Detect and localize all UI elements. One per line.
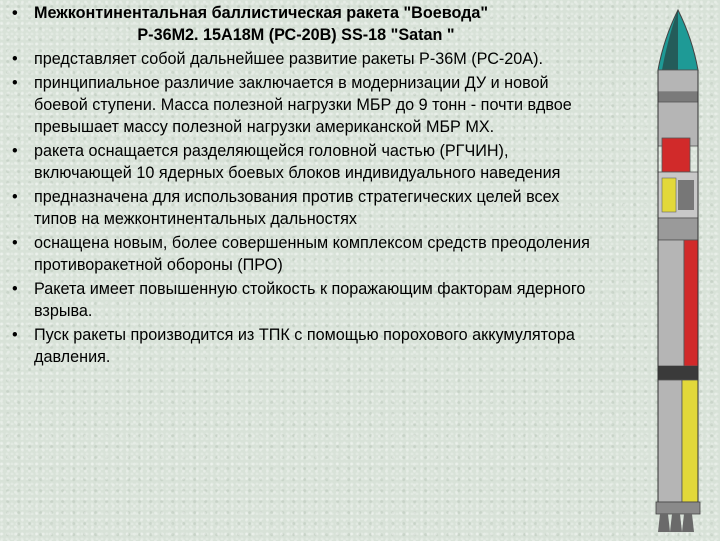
- engine-detail: [678, 180, 694, 210]
- bullet-item: [6, 186, 606, 230]
- rocket-drawing: [640, 8, 716, 536]
- bullet-text: Пуск ракеты производится из ТПК с помощью порохового аккумулятора давления.: [34, 326, 575, 366]
- bullet-item: [6, 324, 606, 368]
- yellow-tank-small: [662, 178, 676, 212]
- bullet-item: [6, 278, 606, 322]
- engine-nozzle: [658, 514, 670, 532]
- stage-one-gray: [658, 380, 682, 502]
- red-section-stage-two: [684, 240, 698, 366]
- engine-nozzle: [682, 514, 694, 532]
- stage-two-gray: [658, 240, 684, 366]
- nose-cone-shadow: [662, 10, 678, 70]
- title-line-1: Межконтинентальная баллистическая ракета "Воевода": [34, 4, 489, 22]
- bullet-marker: •: [12, 280, 18, 298]
- bullet-text: принципиальное различие заключается в модернизации ДУ и новой боевой ступени. Масса полезной нагрузки МБР до 9 тонн - почти вдвое превышает массу полезной нагрузки американской МБР МХ.: [34, 74, 572, 136]
- upper-gray-band: [658, 70, 698, 92]
- engine-mount: [656, 502, 700, 514]
- bullet-text: оснащена новым, более совершенным комплексом средств преодоления противоракетной обороны (ПРО): [34, 234, 590, 274]
- bullet-text: представляет собой дальнейшее развитие ракеты Р-36М (РС-20А).: [34, 50, 543, 68]
- bullet-marker: •: [12, 142, 18, 160]
- bullet-marker: •: [12, 4, 18, 22]
- rocket-illustration: [640, 8, 716, 536]
- title-line-2: Р-36М2. 15А18М (РС-20В) SS-18 "Satan ": [137, 26, 455, 44]
- bullet-marker: •: [12, 234, 18, 252]
- bullet-item: [6, 232, 606, 276]
- title-bullet: [6, 2, 606, 46]
- bullet-item: [6, 72, 606, 138]
- bullet-marker: •: [12, 74, 18, 92]
- bullet-text: предназначена для использования против стратегических целей всех типов на межконтинентальных дальностях: [34, 188, 560, 228]
- bullet-item: [6, 140, 606, 184]
- engine-nozzle: [670, 514, 682, 532]
- slide-text-block: [6, 2, 606, 370]
- bullet-item: [6, 48, 606, 70]
- bullet-marker: •: [12, 188, 18, 206]
- dark-band: [658, 92, 698, 102]
- stage-two-interstage: [658, 218, 698, 240]
- red-section-upper: [662, 138, 690, 172]
- bullet-marker: •: [12, 326, 18, 344]
- dark-interstage: [658, 366, 698, 380]
- bullet-marker: •: [12, 50, 18, 68]
- yellow-section-stage-one: [682, 380, 698, 502]
- bullet-text: Ракета имеет повышенную стойкость к поражающим факторам ядерного взрыва.: [34, 280, 586, 320]
- bullet-text: ракета оснащается разделяющейся головной частью (РГЧИН), включающей 10 ядерных боевых блоков индивидуального наведения: [34, 142, 561, 182]
